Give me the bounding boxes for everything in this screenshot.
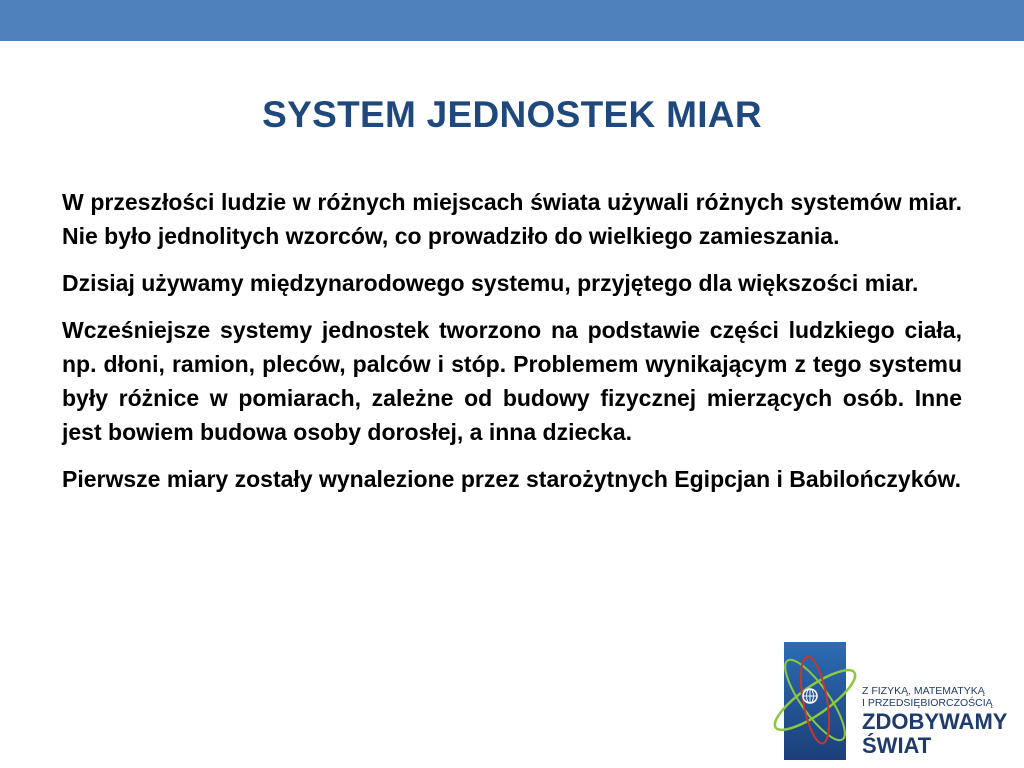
logo-tagline-line1: Z FIZYKĄ, MATEMATYKĄ [862, 685, 985, 697]
paragraph-4: Pierwsze miary zostały wynalezione przez starożytnych Egipcjan i Babilończyków. [62, 466, 961, 492]
project-logo [770, 638, 1024, 768]
logo-word-zdobywamy: ZDOBYWAMY [862, 709, 1008, 734]
logo-tagline-line2: I PRZEDSIĘBIORCZOŚCIĄ [862, 697, 993, 709]
paragraph-2: Dzisiaj używamy międzynarodowego systemu, przyjętego dla większości miar. [62, 270, 919, 296]
logo-word-swiat: ŚWIAT [862, 733, 932, 758]
top-accent-bar [0, 0, 1024, 41]
slide-title: SYSTEM JEDNOSTEK MIAR [262, 94, 762, 135]
slide-body [62, 185, 962, 509]
atom-emblem-icon [770, 638, 870, 768]
paragraph-3: Wcześniejsze systemy jednostek tworzono na podstawie części ludzkiego ciała, np. dłoni, ramion, pleców, palców i stóp. Problemem wynikającym z tego systemu były różnice w pomiarach, zależne od budowy fizycznej mierzących osób. Inne jest bowiem budowa osoby dorosłej, a inna dziecka. [62, 317, 962, 445]
logo-tagline [862, 685, 1022, 709]
paragraph-1: W przeszłości ludzie w różnych miejscach świata używali różnych systemów miar. Nie było jednolitych wzorców, co prowadziło do wielkiego zamieszania. [62, 189, 962, 249]
